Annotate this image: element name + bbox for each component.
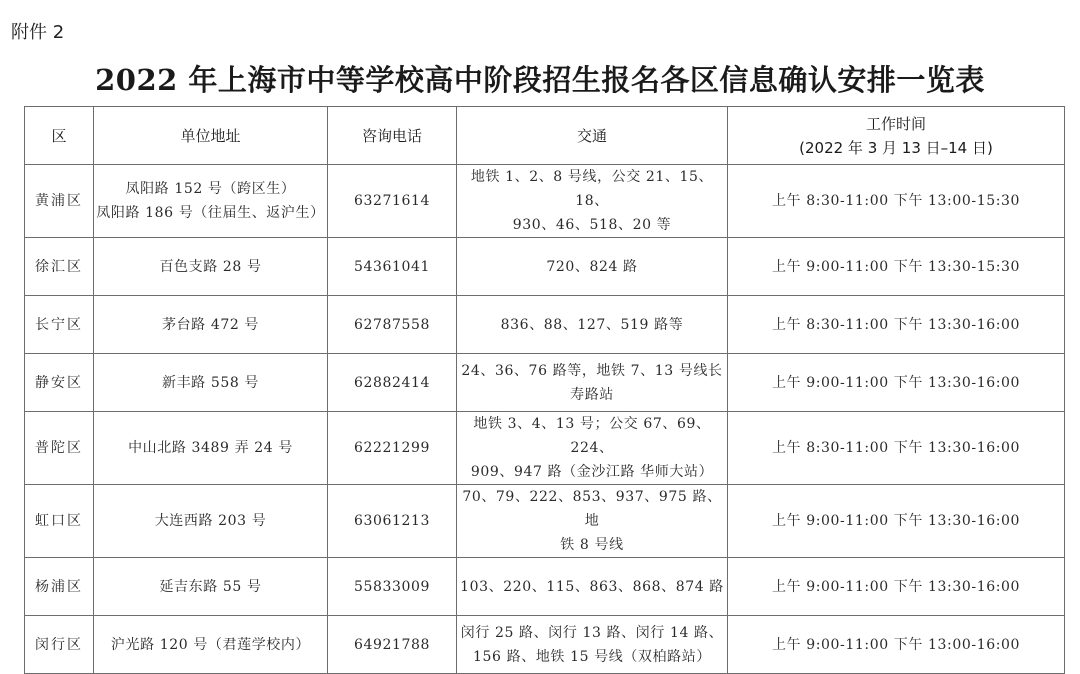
phone-number: 62221299 bbox=[353, 440, 431, 456]
district-cell bbox=[25, 558, 94, 616]
transport-cell bbox=[457, 354, 728, 412]
district-name: 普陀区 bbox=[35, 440, 83, 456]
hours-cell bbox=[728, 616, 1065, 674]
phone-cell bbox=[328, 616, 457, 674]
table-row bbox=[25, 165, 1065, 238]
transport-line: 铁 8 号线 bbox=[560, 537, 624, 553]
district-cell bbox=[25, 485, 94, 558]
address-line: 茅台路 472 号 bbox=[161, 316, 260, 333]
transport-cell bbox=[457, 558, 728, 616]
header-hours bbox=[728, 107, 1065, 165]
table-row bbox=[25, 558, 1065, 616]
table-row bbox=[25, 296, 1065, 354]
address-line: 中山北路 3489 弄 24 号 bbox=[128, 440, 293, 456]
working-hours: 上午 9:00-11:00 下午 13:30-16:00 bbox=[771, 578, 1021, 595]
phone-cell bbox=[328, 412, 457, 485]
table-row bbox=[25, 354, 1065, 412]
transport-line: 720、824 路 bbox=[546, 258, 638, 275]
transport-line: 地铁 3、4、13 号；公交 67、69、224、 bbox=[473, 416, 711, 456]
phone-cell bbox=[328, 238, 457, 296]
phone-number: 55833009 bbox=[353, 578, 431, 595]
address-line: 百色支路 28 号 bbox=[159, 258, 262, 275]
phone-cell bbox=[328, 354, 457, 412]
transport-line: 24、36、76 路等，地铁 7、13 号线长 bbox=[461, 362, 723, 379]
transport-line: 寿路站 bbox=[570, 386, 614, 403]
phone-number: 54361041 bbox=[353, 258, 431, 275]
working-hours: 上午 9:00-11:00 下午 13:30-15:30 bbox=[771, 258, 1021, 275]
district-cell bbox=[25, 238, 94, 296]
transport-line: 836、88、127、519 路等 bbox=[500, 316, 684, 333]
transport-cell bbox=[457, 238, 728, 296]
address-cell bbox=[94, 238, 328, 296]
address-cell bbox=[94, 616, 328, 674]
address-cell bbox=[94, 558, 328, 616]
working-hours: 上午 9:00-11:00 下午 13:00-16:00 bbox=[771, 636, 1021, 653]
district-cell bbox=[25, 296, 94, 354]
transport-cell bbox=[457, 485, 728, 558]
address-line: 凤阳路 152 号（跨区生） bbox=[125, 181, 296, 197]
phone-number: 62787558 bbox=[353, 316, 431, 333]
transport-cell bbox=[457, 616, 728, 674]
table-row bbox=[25, 616, 1065, 674]
hours-cell bbox=[728, 296, 1065, 354]
table-row bbox=[25, 412, 1065, 485]
attachment-label: 附件 2 bbox=[11, 22, 65, 43]
header-phone: 咨询电话 bbox=[328, 107, 457, 165]
district-name: 杨浦区 bbox=[35, 578, 83, 595]
header-transport: 交通 bbox=[457, 107, 728, 165]
phone-cell bbox=[328, 296, 457, 354]
address-line: 沪光路 120 号（君莲学校内） bbox=[110, 636, 311, 653]
district-name: 长宁区 bbox=[35, 316, 83, 333]
transport-cell bbox=[457, 412, 728, 485]
phone-number: 64921788 bbox=[353, 636, 431, 653]
header-hours-title: 工作时间 bbox=[865, 114, 926, 133]
phone-number: 62882414 bbox=[353, 374, 431, 391]
district-name: 静安区 bbox=[35, 374, 83, 391]
hours-cell bbox=[728, 165, 1065, 238]
header-district: 区 bbox=[25, 107, 94, 165]
phone-cell bbox=[328, 558, 457, 616]
hours-cell bbox=[728, 412, 1065, 485]
registration-schedule-table bbox=[24, 106, 1065, 674]
header-address: 单位地址 bbox=[94, 107, 328, 165]
working-hours: 上午 8:30-11:00 下午 13:30-16:00 bbox=[771, 316, 1021, 333]
phone-cell bbox=[328, 165, 457, 238]
transport-cell bbox=[457, 296, 728, 354]
address-cell bbox=[94, 296, 328, 354]
district-name: 黄浦区 bbox=[35, 193, 83, 209]
transport-line: 156 路、地铁 15 号线（双柏路站） bbox=[473, 648, 711, 665]
table-row bbox=[25, 485, 1065, 558]
table-row bbox=[25, 238, 1065, 296]
address-line: 延吉东路 55 号 bbox=[159, 578, 262, 595]
district-cell bbox=[25, 412, 94, 485]
working-hours: 上午 9:00-11:00 下午 13:30-16:00 bbox=[771, 513, 1021, 529]
working-hours: 上午 8:30-11:00 下午 13:30-16:00 bbox=[771, 440, 1021, 456]
address-line: 新丰路 558 号 bbox=[161, 374, 260, 391]
transport-line: 909、947 路（金沙江路 华师大站） bbox=[470, 464, 714, 480]
address-cell bbox=[94, 485, 328, 558]
address-line: 凤阳路 186 号（往届生、返沪生） bbox=[96, 205, 325, 221]
district-name: 虹口区 bbox=[35, 513, 83, 529]
phone-number: 63271614 bbox=[353, 193, 431, 209]
address-cell bbox=[94, 165, 328, 238]
district-cell bbox=[25, 165, 94, 238]
transport-line: 闵行 25 路、闵行 13 路、闵行 14 路、 bbox=[460, 624, 724, 641]
hours-cell bbox=[728, 558, 1065, 616]
phone-cell bbox=[328, 485, 457, 558]
hours-cell bbox=[728, 354, 1065, 412]
district-name: 徐汇区 bbox=[35, 258, 83, 275]
transport-line: 930、46、518、20 等 bbox=[512, 217, 672, 233]
address-line: 大连西路 203 号 bbox=[154, 513, 267, 529]
working-hours: 上午 9:00-11:00 下午 13:30-16:00 bbox=[771, 374, 1021, 391]
hours-cell bbox=[728, 238, 1065, 296]
transport-cell bbox=[457, 165, 728, 238]
address-cell bbox=[94, 412, 328, 485]
table-header-row bbox=[25, 107, 1065, 165]
working-hours: 上午 8:30-11:00 下午 13:00-15:30 bbox=[771, 193, 1021, 209]
transport-line: 70、79、222、853、937、975 路、地 bbox=[462, 489, 722, 529]
hours-cell bbox=[728, 485, 1065, 558]
document-title: 2022 年上海市中等学校高中阶段招生报名各区信息确认安排一览表 bbox=[95, 63, 985, 97]
phone-number: 63061213 bbox=[353, 513, 431, 529]
district-name: 闵行区 bbox=[35, 636, 83, 653]
district-cell bbox=[25, 616, 94, 674]
district-cell bbox=[25, 354, 94, 412]
header-hours-dates: (2022 年 3 月 13 日–14 日) bbox=[799, 138, 993, 157]
transport-line: 103、220、115、863、868、874 路 bbox=[460, 578, 724, 595]
address-cell bbox=[94, 354, 328, 412]
transport-line: 地铁 1、2、8 号线，公交 21、15、18、 bbox=[470, 169, 714, 209]
